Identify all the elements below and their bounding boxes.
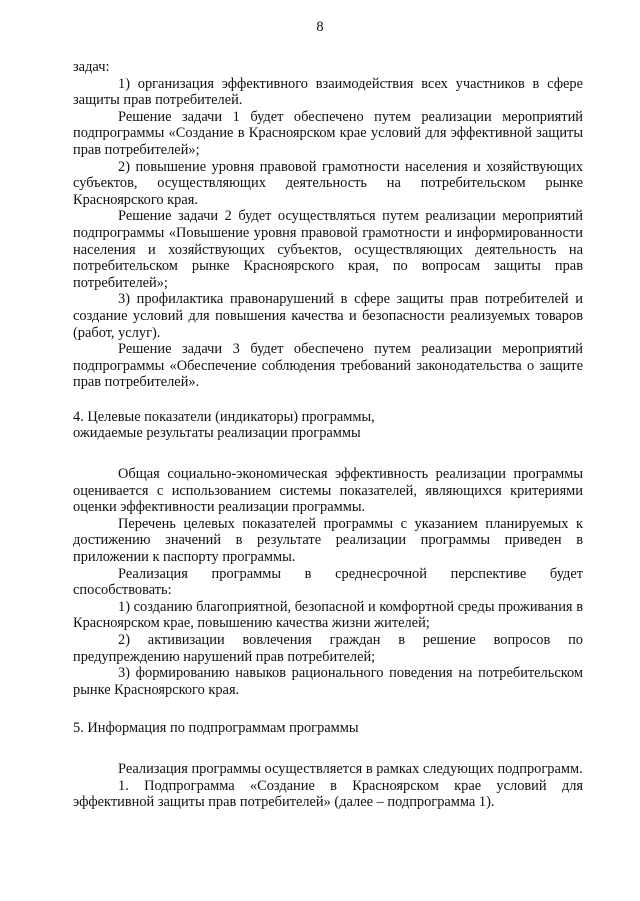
paragraph: Реализация программы осуществляется в рамках следующих подпрограмм. [118,760,583,777]
section-4-heading-line-1: 4. Целевые показатели (индикаторы) программы, [73,408,375,425]
paragraph: 3) профилактика правонарушений в сфере защиты прав потребителей и создание условий для повышения качества и безопасности реализуемых товаров (работ, услуг). [73,291,583,341]
section-4-heading-line-2: ожидаемые результаты реализации программы [73,425,361,442]
paragraph: 1) созданию благоприятной, безопасной и комфортной среды проживания в Красноярском крае, повышению качества жизни жителей; [73,598,583,632]
paragraph: задач: [73,59,110,75]
page-number: 8 [316,19,324,35]
paragraph: Реализация программы в среднесрочной перспективе будет способствовать: [73,565,583,599]
paragraph: 2) повышение уровня правовой грамотности населения и хозяйствующих субъектов, осуществляющих деятельность на потребительском рынке Красноярского края. [73,158,583,208]
paragraph: Общая социально-экономическая эффективность реализации программы оценивается с использованием системы показателей, являющихся критериями оценки эффективности реализации программы. [73,466,583,516]
document-body [73,59,583,811]
paragraph: Перечень целевых показателей программы с указанием планируемых к достижению значений в результате реализации программы приведен в приложении к паспорту программы. [73,515,583,566]
paragraph: 3) формированию навыков рационального поведения на потребительском рынке Красноярского края. [73,665,583,698]
paragraph: 1) организация эффективного взаимодействия всех участников в сфере защиты прав потребителей. [73,75,583,109]
paragraph: Решение задачи 3 будет обеспечено путем реализации мероприятий подпрограммы «Обеспечение соблюдения требований законодательства о защите прав потребителей». [73,341,583,391]
paragraph: Решение задачи 2 будет осуществляться путем реализации мероприятий подпрограммы «Повышение уровня правовой грамотности и информированности населения и хозяйствующих субъектов, осуществляющих деятельность на потребительском рынке Красноярского края, по вопросам защиты прав потребителей»; [73,208,583,291]
paragraph: 1. Подпрограмма «Создание в Красноярском крае условий для эффективной защиты прав потребителей» (далее – подпрограмма 1). [73,777,583,811]
paragraph: 2) активизации вовлечения граждан в решение вопросов по предупреждению нарушений прав потребителей; [73,632,583,665]
section-5-heading: 5. Информация по подпрограммам программы [73,720,359,737]
paragraph: Решение задачи 1 будет обеспечено путем реализации мероприятий подпрограммы «Создание в Красноярском крае условий для эффективной защиты прав потребителей»; [73,108,583,158]
